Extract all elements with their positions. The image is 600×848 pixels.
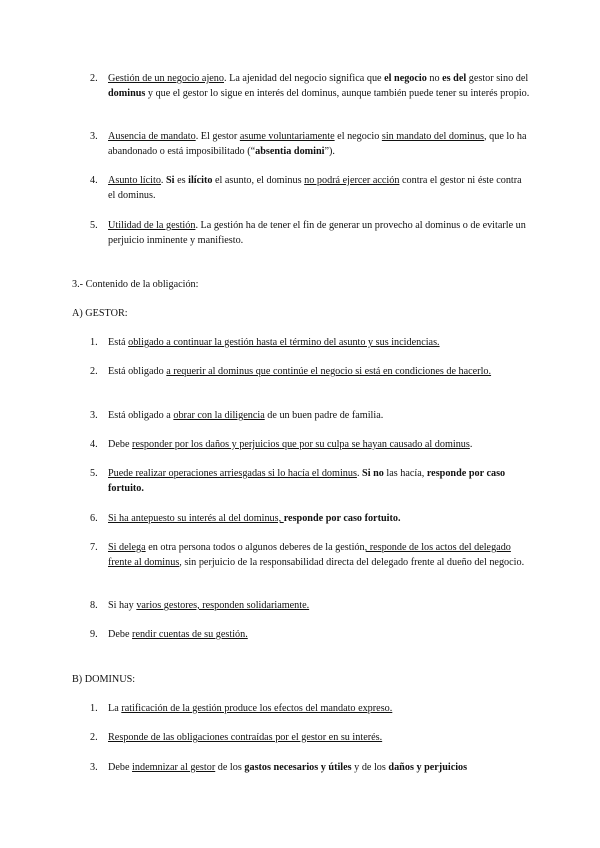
- item-text: Gestión de un negocio ajeno. La ajenidad del negocio significa que el negocio no es del gestor sino del dominus y que el gestor lo sigue en interés del dominus, aunque también puede tener su interés propio.: [108, 73, 530, 99]
- gestor-item: [90, 467, 530, 496]
- requirement-item: [90, 219, 530, 248]
- item-text: Debe responder por los daños y perjuicios que por su culpa se hayan causado al dominus.: [108, 439, 473, 450]
- gestor-item: [90, 599, 530, 614]
- item-number: 3.: [90, 131, 98, 142]
- item-number: 2.: [90, 73, 98, 84]
- gestor-item: [90, 512, 530, 527]
- dominus-item: [90, 761, 530, 776]
- item-number: 2.: [90, 366, 98, 377]
- item-text: Responde de las obligaciones contraídas por el gestor en su interés.: [108, 732, 383, 743]
- item-number: 2.: [90, 732, 98, 743]
- item-text: La ratificación de la gestión produce los efectos del mandato expreso.: [108, 703, 393, 714]
- section-title: 3.- Contenido de la obligación:: [72, 279, 199, 290]
- gestor-item: [90, 365, 530, 380]
- item-text: Utilidad de la gestión. La gestión ha de tener el fin de generar un provecho al dominus o de evitarle un perjuicio inminente y manifiesto.: [108, 220, 526, 246]
- item-number: 8.: [90, 600, 98, 611]
- item-text: Ausencia de mandato. El gestor asume voluntariamente el negocio sin mandato del dominus, que lo ha abandonado o está imposibilitado (“absentia domini”).: [108, 131, 527, 157]
- item-text: Asunto lícito. Si es ilícito el asunto, el dominus no podrá ejercer acción contra el gestor ni éste contra el dominus.: [108, 175, 522, 201]
- item-text: Debe indemnizar al gestor de los gastos necesarios y útiles y de los daños y perjuicios: [108, 762, 468, 773]
- gestor-item: [90, 336, 530, 351]
- gestor-item: [90, 541, 530, 570]
- item-text: Si hay varios gestores, responden solidariamente.: [108, 600, 310, 611]
- item-text: Puede realizar operaciones arriesgadas si lo hacía el dominus. Si no las hacía, responde por caso fortuito.: [108, 468, 506, 494]
- item-number: 5.: [90, 220, 98, 231]
- item-text: Está obligado a obrar con la diligencia de un buen padre de familia.: [108, 410, 384, 421]
- gestor-item: [90, 409, 530, 424]
- item-number: 4.: [90, 175, 98, 186]
- item-number: 1.: [90, 337, 98, 348]
- item-number: 7.: [90, 542, 98, 553]
- gestor-item: [90, 628, 530, 643]
- gestor-item: [90, 438, 530, 453]
- item-number: 9.: [90, 629, 98, 640]
- item-number: 6.: [90, 513, 98, 524]
- item-text: Está obligado a continuar la gestión hasta el término del asunto y sus incidencias.: [108, 337, 440, 348]
- item-number: 1.: [90, 703, 98, 714]
- item-number: 3.: [90, 762, 98, 773]
- item-number: 3.: [90, 410, 98, 421]
- dominus-heading: B) DOMINUS:: [72, 674, 136, 685]
- item-number: 4.: [90, 439, 98, 450]
- requirement-item: [90, 130, 530, 159]
- gestor-heading: A) GESTOR:: [72, 308, 128, 319]
- dominus-item: [90, 702, 530, 717]
- requirement-item: [90, 174, 530, 203]
- item-text: Debe rendir cuentas de su gestión.: [108, 629, 248, 640]
- dominus-item: [90, 731, 530, 746]
- item-text: Si ha antepuesto su interés al del dominus, responde por caso fortuito.: [108, 513, 401, 524]
- item-text: Si delega en otra persona todos o algunos deberes de la gestión, responde de los actos del delegado frente al dominus, sin perjuicio de la responsabilidad directa del delegado frente al dueño del negocio.: [108, 542, 525, 568]
- item-number: 5.: [90, 468, 98, 479]
- requirement-item: [90, 72, 530, 101]
- item-text: Está obligado a requerir al dominus que continúe el negocio si está en condiciones de hacerlo.: [108, 366, 492, 377]
